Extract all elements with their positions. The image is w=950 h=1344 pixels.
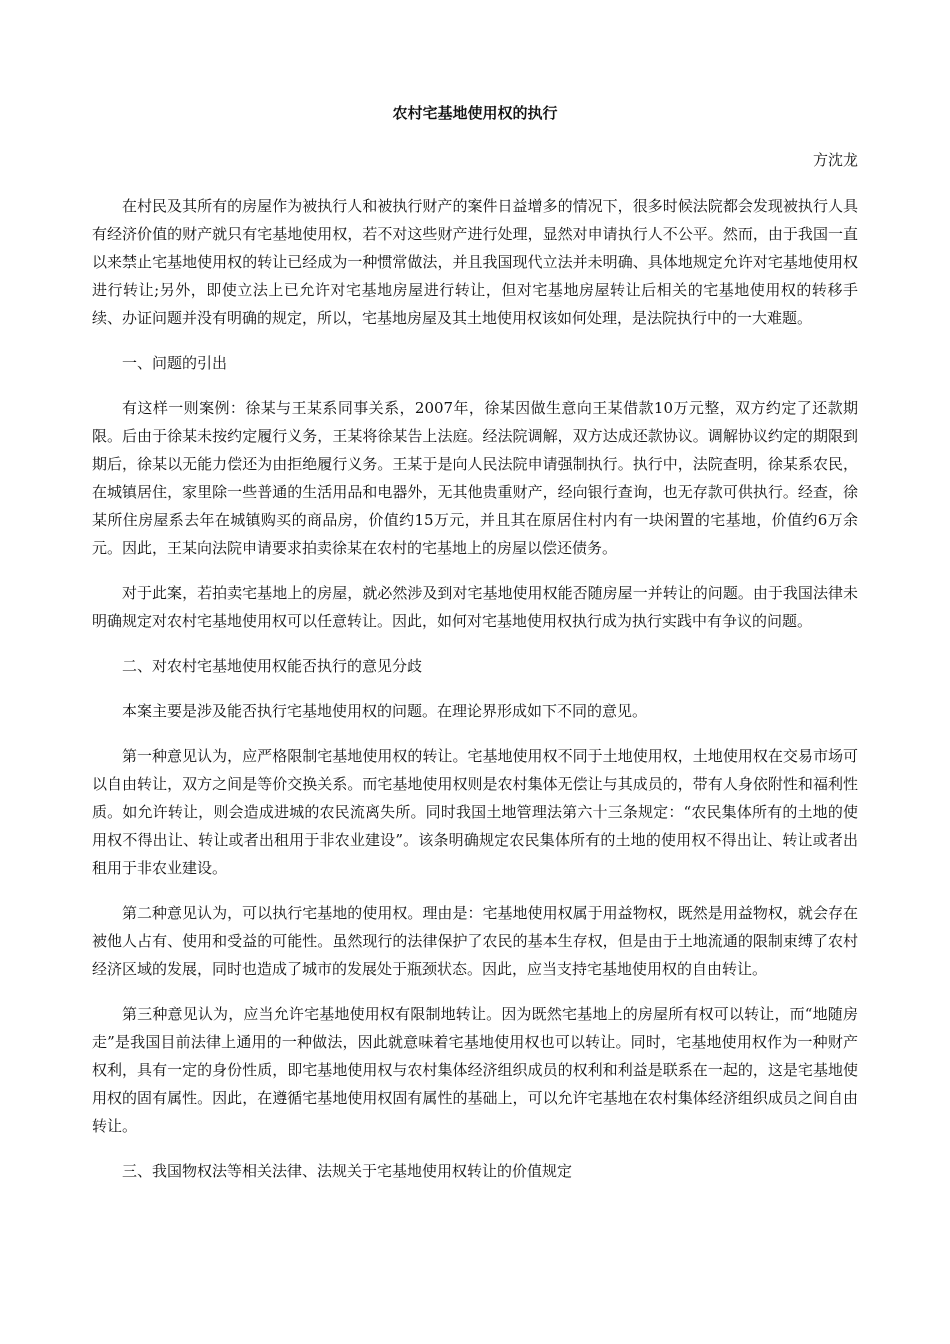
opinion-1-paragraph: 第一种意见认为，应严格限制宅基地使用权的转让。宅基地使用权不同于土地使用权，土地使用权在交易市场可以自由转让，双方之间是等价交换关系。而宅基地使用权则是农村集体无偿让与其成员的，带有人身依附性和福利性质。如允许转让，则会造成进城的农民流离失所。同时我国土地管理法第六十三条规定：“农民集体所有的土地的使用权不得出让、转让或者出租用于非农业建设”。该条明确规定农民集体所有的土地的使用权不得出让、转让或者出租用于非农业建设。 — [92, 747, 858, 877]
section-heading-1: 一、问题的引出 — [122, 354, 228, 372]
document-body — [92, 192, 858, 1202]
case-analysis-paragraph: 对于此案，若拍卖宅基地上的房屋，就必然涉及到对宅基地使用权能否随房屋一并转让的问题。由于我国法律未明确规定对农村宅基地使用权可以任意转让。因此，如何对宅基地使用权执行成为执行实践中有争议的问题。 — [92, 584, 858, 630]
document-title: 农村宅基地使用权的执行 — [392, 104, 558, 122]
section-heading-3: 三、我国物权法等相关法律、法规关于宅基地使用权转让的价值规定 — [122, 1162, 573, 1180]
section-heading-2: 二、对农村宅基地使用权能否执行的意见分歧 — [122, 657, 423, 675]
opinion-2-paragraph: 第二种意见认为，可以执行宅基地的使用权。理由是：宅基地使用权属于用益物权，既然是用益物权，就会存在被他人占有、使用和受益的可能性。虽然现行的法律保护了农民的基本生存权，但是由于土地流通的限制束缚了农村经济区域的发展，同时也造成了城市的发展处于瓶颈状态。因此，应当支持宅基地使用权的自由转让。 — [92, 904, 858, 978]
author-name: 方沈龙 — [812, 151, 858, 169]
case-paragraph: 有这样一则案例：徐某与王某系同事关系，2007年，徐某因做生意向王某借款10万元整，双方约定了还款期限。后由于徐某未按约定履行义务，王某将徐某告上法庭。经法院调解，双方达成还款协议。调解协议约定的期限到期后，徐某以无能力偿还为由拒绝履行义务。王某于是向人民法院申请强制执行。执行中，法院查明，徐某系农民，在城镇居住，家里除一些普通的生活用品和电器外，无其他贵重财产，经向银行查询，也无存款可供执行。经查，徐某所住房屋系去年在城镇购买的商品房，价值约15万元，并且其在原居住村内有一块闲置的宅基地，价值约6万余元。因此，王某向法院申请要求拍卖徐某在农村的宅基地上的房屋以偿还债务。 — [92, 399, 858, 557]
opinion-3-paragraph: 第三种意见认为，应当允许宅基地使用权有限制地转让。因为既然宅基地上的房屋所有权可以转让，而“地随房走”是我国目前法律上通用的一种做法，因此就意味着宅基地使用权也可以转让。同时，宅基地使用权作为一种财产权利，具有一定的身份性质，即宅基地使用权与农村集体经济组织成员的权利和利益是联系在一起的，这是宅基地使用权的固有属性。因此，在遵循宅基地使用权固有属性的基础上，可以允许宅基地在农村集体经济组织成员之间自由转让。 — [92, 1005, 858, 1135]
intro-paragraph: 在村民及其所有的房屋作为被执行人和被执行财产的案件日益增多的情况下，很多时候法院都会发现被执行人具有经济价值的财产就只有宅基地使用权，若不对这些财产进行处理，显然对申请执行人不公平。然而，由于我国一直以来禁止宅基地使用权的转让已经成为一种惯常做法，并且我国现代立法并未明确、具体地规定允许对宅基地使用权进行转让;另外，即使立法上已允许对宅基地房屋进行转让，但对宅基地房屋转让后相关的宅基地使用权的转移手续、办证问题并没有明确的规定，所以，宅基地房屋及其土地使用权该如何处理，是法院执行中的一大难题。 — [92, 197, 858, 327]
section-2-intro-paragraph: 本案主要是涉及能否执行宅基地使用权的问题。在理论界形成如下不同的意见。 — [122, 702, 648, 720]
